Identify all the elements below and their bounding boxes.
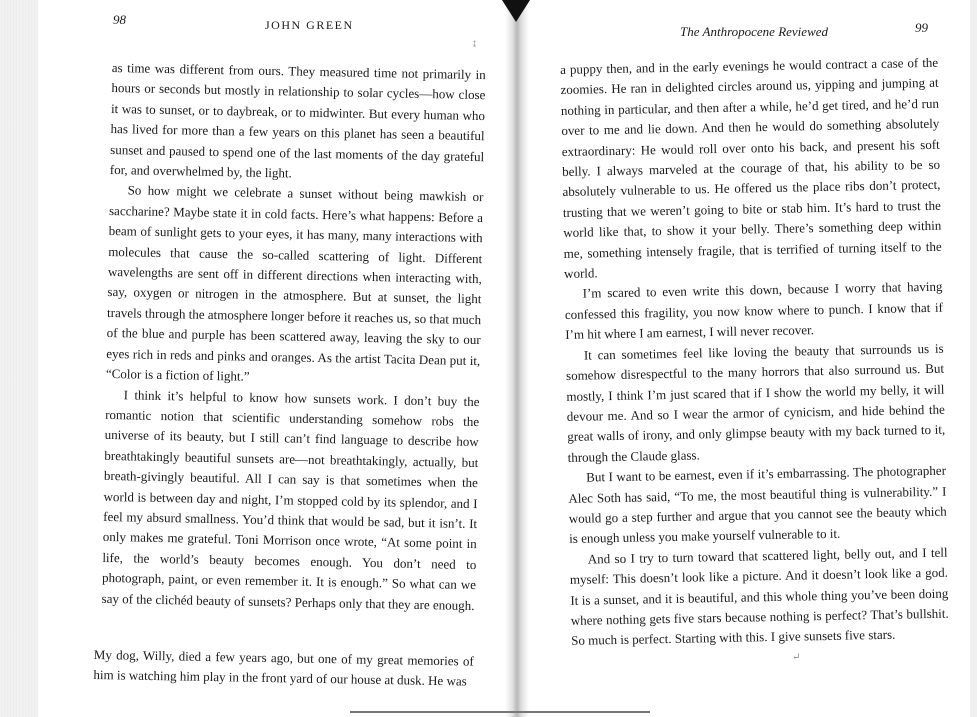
bottom-shadow-line: [350, 711, 650, 713]
book-gutter: [505, 0, 529, 717]
paragraph: It can sometimes feel like loving the beauty that surrounds us is somehow disrespectful to the many horrors that also surround us. But mostly, I think I’m just scared that if I show the world my belly, it will devour me. And so I wear the armor of cynicism, and hide behind the great walls of irony, and only glimpse beauty with my back turned to it, through the Claude glass.: [565, 340, 946, 465]
paragraph: I’m scared to even write this down, because I worry that having confessed this fragility, you now know where to punch. I know that if I’m hit where I am earnest, I will never recover.: [564, 279, 943, 343]
right-page-number: 99: [915, 20, 928, 35]
paragraph: as time was different from ours. They measured time not primarily in hours or seconds but mostly in relationship to solar cycles—how close it was to sunset, or to daybreak, or to midwinter. But every human who has lived for more than a few years on this planet has seen a beautiful sunset and paused to spend one of the last moments of the day grateful for, and overwhelmed by, the light.: [109, 59, 486, 181]
paragraph: So how might we celebrate a sunset without being mawkish or saccharine? Maybe state it in cold facts. Here’s what happens: Before a beam of sunlight gets to your eyes, it has many, many interactions with molecules that cause the so-called scattering of light. Different wavelengths are sent off in different directions when interacting with, say, oxygen or nitrogen in the atmosphere. But at sunset, the light travels through the atmosphere longer before it reaches us, so that much of the blue and purple has been scattered away, leaving the sky to our eyes rich in reds and pinks and oranges. As the artist Tacita Dean put it, “Color is a fiction of light.”: [105, 182, 484, 384]
page-edge-right: [970, 0, 977, 717]
paragraph: But I want to be earnest, even if it’s embarrassing. The photographer Alec Soth has said, “To me, the most beautiful thing is vulnerability.” I would go a step further and argue that you cannot see the beauty which is enough unless you make yourself vulnerable to it.: [568, 462, 947, 547]
left-page-number: 98: [113, 12, 126, 27]
paragraph: My dog, Willy, died a few years ago, but one of my great memories of him is watching him play in the front yard of our house at dusk. He was: [93, 646, 474, 689]
right-running-head: The Anthropocene Reviewed: [680, 24, 829, 39]
paragraph: I think it’s helpful to know how sunsets work. I don’t buy the romantic notion that scientific understanding somehow robs the universe of its beauty, but I still can’t find language to describe how breathtakingly beautiful sunsets are—not breathtakingly, actually, but breath-givingly beautiful. All I can say is that sometimes when the world is between day and night, I’m stopped cold by its splendor, and I feel my absurd smallness. You’d think that would be sad, but it isn’t. It only makes me grateful. Toni Morrison once wrote, “At some point in life, the world’s beauty becomes enough. You don’t need to photograph, paint, or even remember it. It is enough.” So what can we say of the clichéd beauty of sunsets? Perhaps only that they are enough.: [101, 386, 480, 613]
gutter-shadow-mark: [502, 0, 530, 22]
page-edges-left: [0, 0, 38, 717]
paragraph: And so I try to turn toward that scattered light, belly out, and I tell myself: This doesn’t look like a picture. And it doesn’t look like a god. It is a sunset, and it is beautiful, and this whole thing you’ve been doing where nothing gets five stars because nothing is perfect? That’s bullshit. So much is perfect. Starting with this. I give sunsets five stars.: [569, 544, 949, 649]
right-body-text: [560, 53, 949, 652]
left-section-start: [93, 645, 474, 692]
stray-mark: ↵: [792, 652, 801, 663]
paragraph: a puppy then, and in the early evenings he would contract a case of the zoomies. He ran in delighted circles around us, yipping and jumping at nothing in particular, and then after a while, he’d get tired, and he’d run over to me and lie down. And then he would do something absolutely extraordinary: He would roll over onto his back, and present his soft belly. I always marveled at the courage of that, his ability to be so absolutely vulnerable to us. He offered us the place ribs don’t protect, trusting that we weren’t going to bite or stab him. It’s hard to trust the world like that, to show it your belly. There’s something deep within me, something intensely fragile, that is terrified of turning itself to the world.: [560, 54, 942, 282]
left-running-head: JOHN GREEN: [265, 18, 354, 32]
stray-mark: ↨: [472, 38, 477, 49]
left-body-text: [101, 58, 486, 616]
